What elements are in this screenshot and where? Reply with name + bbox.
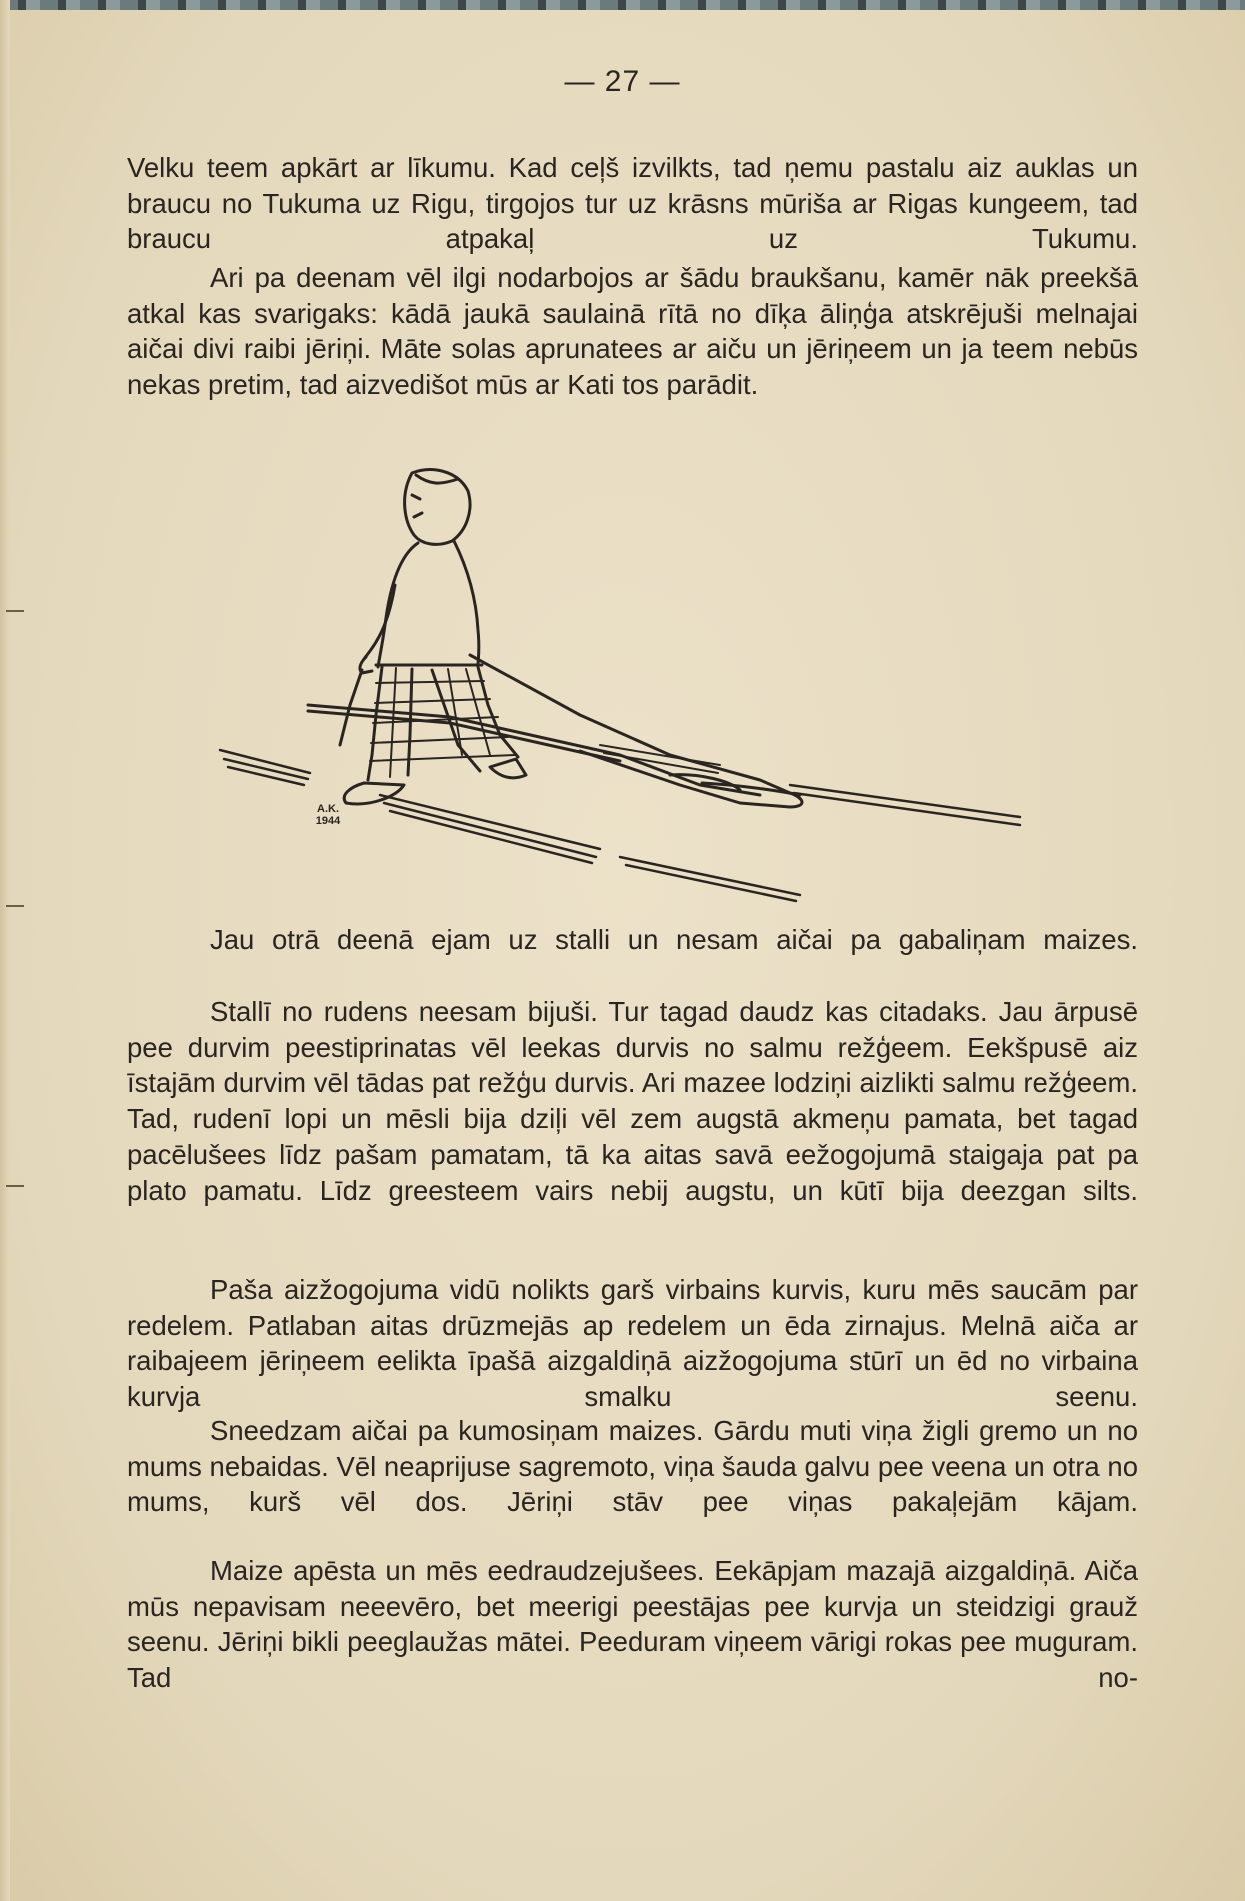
paragraph-3: Jau otrā deenā ejam uz stalli un nesam aičai pa gabaliņam maizes. — [210, 924, 1138, 955]
paragraph-1: Velku teem apkārt ar līkumu. Kad ceļš izvilkts, tad ņemu pastalu aiz auklas un braucu no Tukuma uz Rigu, tirgojos tur uz krāsns mūriša ar Rigas kungeem, tad braucu atpakaļ uz Tukumu. — [127, 152, 1138, 255]
margin-mark — [6, 610, 24, 612]
boy-coat-back — [378, 543, 418, 667]
page-number: — 27 — — [564, 65, 681, 98]
paragraph-4: Stallī no rudens neesam bijuši. Tur tagad daudz kas citadaks. Jau ārpusē pee durvim peestiprinatas vēl leekas durvis no salmu režģeem. Eekšpusē aiz īstajām durvim vēl tādas pat režģu durvis. Ari mazee lodziņi aizlikti salmu režģeem. Tad, rudenī lopi un mēsli bija dziļi vēl zem augstā akmeņu pamata, bet tagad pacēlušees līdz pašam pamatam, tā ka aitas savā eežogojumā staigaja pat pa plato pamatu. Līdz greesteem vairs nebij augstu, un kūtī bija deezgan silts. — [127, 996, 1138, 1206]
paragraph-2: Ari pa deenam vēl ilgi nodarbojos ar šādu braukšanu, kamēr nāk preekšā atkal kas svarigaks: kādā jaukā saulainā rītā no dīķa āliņģa atskrējuši melnajai aičai divi raibi jēriņi. Māte solas aprunatees ar aiču un jēriņeem un ja teem nebūs nekas pretim, tad aizvedišot mūs ar Kati tos parādit. — [127, 262, 1138, 401]
page-top-edge — [0, 0, 1245, 10]
paragraph-6: Sneedzam aičai pa kumosiņam maizes. Gārdu muti viņa žigli gremo un no mums nebaidas. Vēl neaprijuse sagremoto, viņa šauda galvu pee veena un otra no mums, kurš vēl dos. Jēriņi stāv pee viņas pakaļejām kājam. — [127, 1415, 1138, 1518]
ski-right — [470, 655, 802, 807]
paragraph-7: Maize apēsta un mēs eedraudzejušees. Eekāpjam mazajā aizgaldiņā. Aiča mūs nepavisam neeevēro, bet meerigi peestājas pee kurvja un steidzigi grauž seenu. Jēriņi bikli peeglaužas mātei. Peeduram viņeem vārigi rokas pee muguram. Tad no- — [127, 1555, 1138, 1694]
margin-mark — [6, 1185, 24, 1187]
boy-head — [405, 470, 470, 545]
margin-mark — [6, 905, 24, 907]
ski-track — [220, 750, 310, 785]
paragraph-5: Paša aizžogojuma vidū nolikts garš virbains kurvis, kuru mēs saucām par redelem. Patlaban aitas drūzmejās ap redelem un ēda zirnajus. Melnā aiča ar raibajeem jēriņeem eelikta īpašā aizgaldiņā aizžogojuma stūrī un ēd no virbaina kurvja smalku seenu. — [127, 1274, 1138, 1413]
illustration-signature: A.K. 1944 — [315, 803, 341, 827]
boy-on-skis-illustration — [200, 455, 1080, 915]
page-left-edge — [0, 0, 10, 1901]
